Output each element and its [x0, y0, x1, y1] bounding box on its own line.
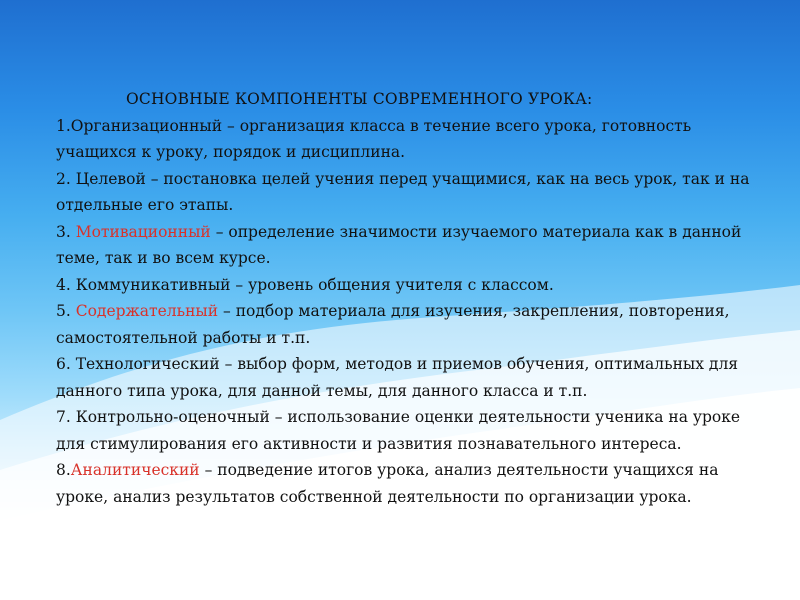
- item-description: – уровень общения учителя с классом.: [230, 275, 554, 294]
- list-item: [56, 166, 756, 219]
- list-item: [56, 219, 756, 272]
- item-term: Мотивационный: [75, 222, 211, 241]
- item-term: Целевой: [75, 169, 146, 188]
- component-list: [56, 113, 756, 511]
- item-number: 5.: [56, 302, 76, 320]
- item-term: Технологический: [75, 355, 220, 373]
- list-item: [56, 404, 756, 457]
- item-number: 2.: [56, 169, 76, 188]
- item-number: 8.: [56, 461, 71, 479]
- item-description: – определение значимости изучаемого материала как в данной теме, так и во всем курсе.: [56, 222, 742, 267]
- list-item: [56, 457, 756, 510]
- item-number: 7.: [56, 408, 76, 426]
- slide-title: ОСНОВНЫЕ КОМПОНЕНТЫ СОВРЕМЕННОГО УРОКА:: [126, 90, 593, 108]
- item-description: – организация класса в течение всего урока, готовность учащихся к уроку, порядок и дисциплина.: [56, 116, 692, 161]
- slide-content: [56, 86, 756, 510]
- list-item: [56, 272, 756, 299]
- item-term: Контрольно-оценочный: [75, 408, 270, 426]
- item-term: Организационный: [70, 116, 223, 135]
- item-number: 4.: [56, 275, 76, 294]
- list-item: [56, 351, 756, 404]
- item-term: Аналитический: [70, 461, 200, 479]
- item-description: – подбор материала для изучения, закрепления, повторения, самостоятельной работы и т.п.: [56, 302, 730, 347]
- item-number: 6.: [56, 355, 76, 373]
- item-term: Коммуникативный: [75, 275, 231, 294]
- list-item: [56, 298, 756, 351]
- item-number: 1.: [56, 116, 71, 135]
- item-description: – постановка целей учения перед учащимися, как на весь урок, так и на отдельные его этапы.: [56, 169, 750, 214]
- item-term: Содержательный: [75, 302, 219, 320]
- item-number: 3.: [56, 222, 76, 241]
- item-description: – использование оценки деятельности ученика на уроке для стимулирования его активности и развития познавательного интереса.: [56, 408, 741, 453]
- item-description: – выбор форм, методов и приемов обучения, оптимальных для данного типа урока, для данной темы, для данного класса и т.п.: [56, 355, 739, 400]
- item-description: – подведение итогов урока, анализ деятельности учащихся на уроке, анализ результатов собственной деятельности по организации урока.: [56, 461, 719, 506]
- list-item: [56, 113, 756, 166]
